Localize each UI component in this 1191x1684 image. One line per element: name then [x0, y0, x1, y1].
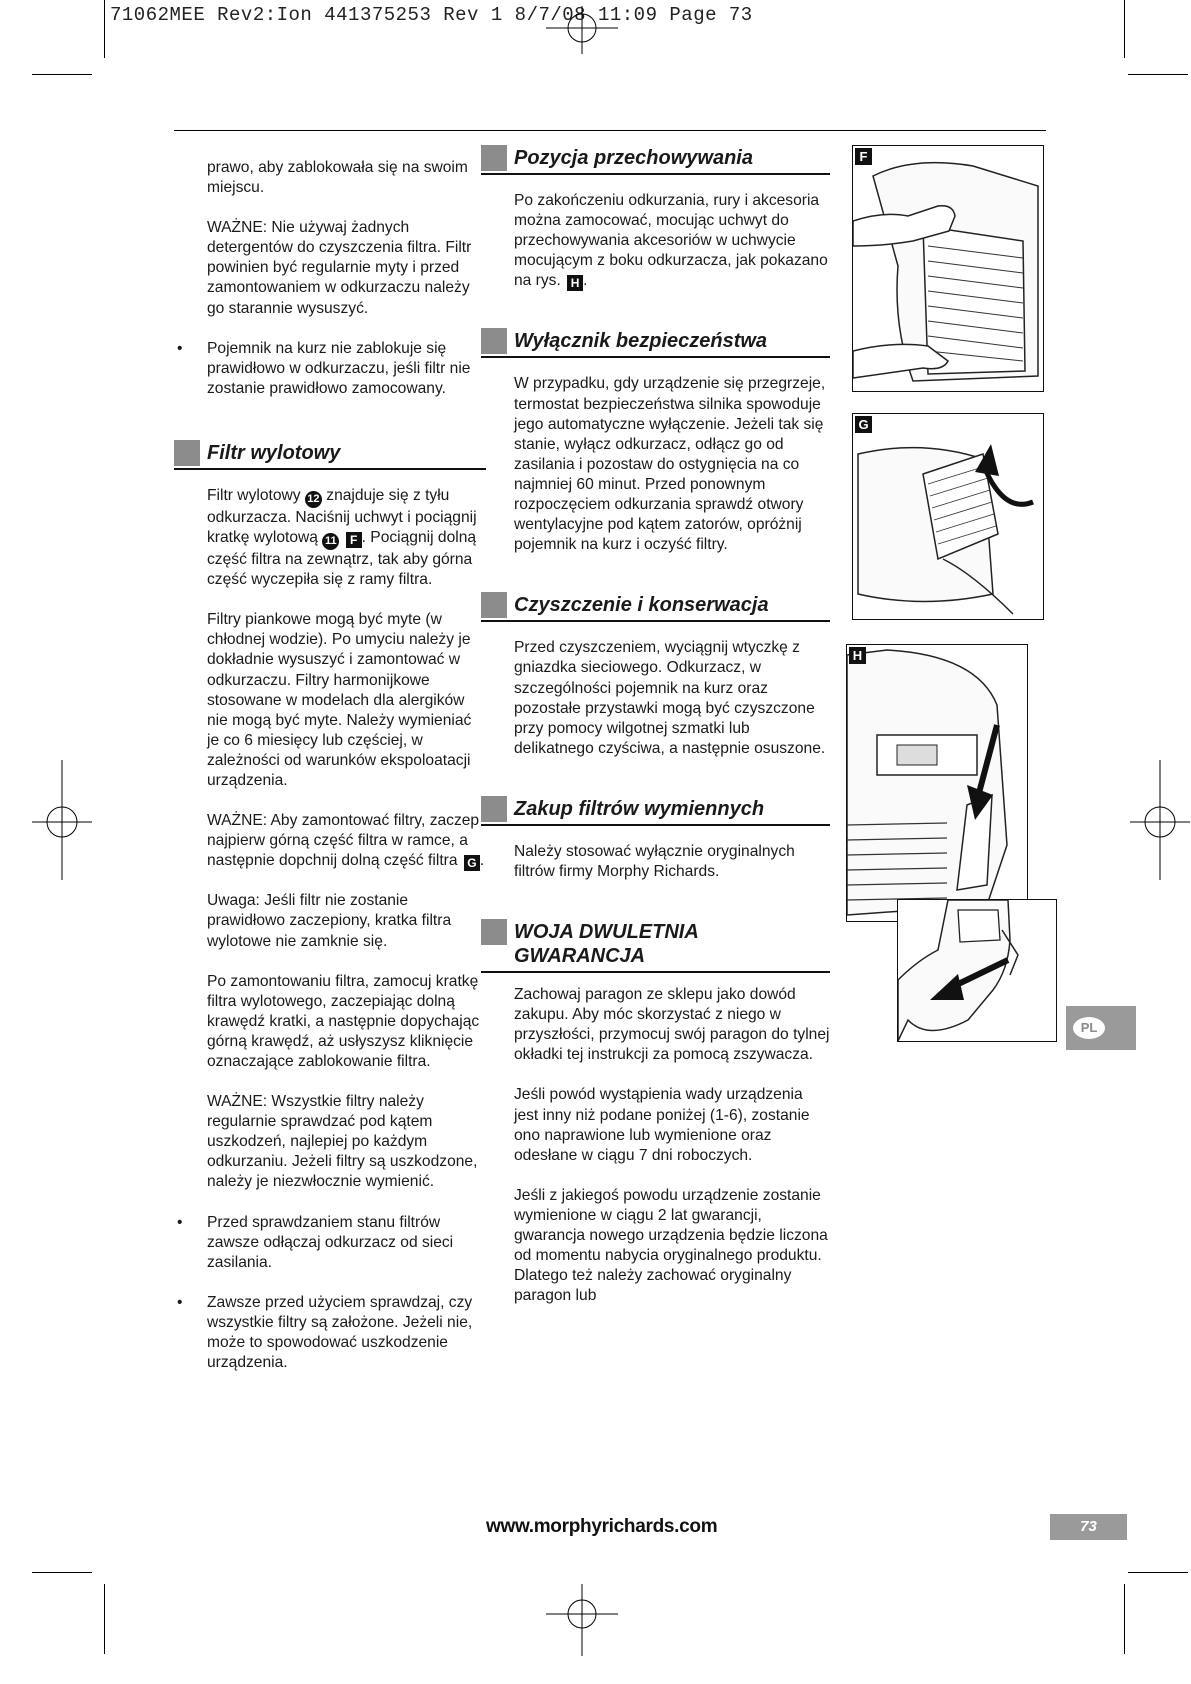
- heading-text: Filtr wylotowy: [207, 441, 341, 464]
- paragraph: [207, 486, 486, 590]
- figure-f-outlet-grille: [852, 145, 1044, 392]
- section-heading-safety-switch: [481, 325, 830, 358]
- heading-marker: [481, 592, 507, 618]
- figure-g-filter-insert: [852, 413, 1044, 620]
- vacuum-rear-illustration: [853, 146, 1043, 391]
- section-heading-filter-purchase: [481, 793, 830, 826]
- paragraph: [207, 811, 486, 871]
- column-left: [174, 158, 486, 1393]
- heading-text: GWARANCJA: [514, 945, 646, 968]
- storage-holder-illustration: [847, 645, 1027, 921]
- section-heading-outlet-filter: [174, 437, 486, 470]
- heading-marker: [481, 919, 507, 945]
- figure-h-accessory-storage: [846, 644, 1028, 922]
- page-number: 73: [1050, 1514, 1127, 1540]
- footer-url: www.morphyrichards.com: [486, 1516, 718, 1537]
- paragraph: WAŻNE: Wszystkie filtry należy regularnie sprawdzać pod kątem uszkodzeń, najlepiej po każdym odkurzaniu. Jeżeli filtry są uszkodzone, należy je niezwłocznie wymienić.: [207, 1093, 478, 1191]
- figure-label: G: [855, 416, 872, 433]
- part-number-badge: 11: [322, 533, 339, 550]
- heading-marker: [481, 145, 507, 171]
- text-run: . Pociągnij dolną część filtra na zewnątrz, tak aby górna część wyczepiła się z ramy filtra.: [207, 529, 477, 589]
- section-heading-warranty: [481, 916, 830, 973]
- registration-mark: [546, 6, 618, 54]
- top-rule: [174, 130, 1046, 131]
- heading-text: Czyszczenie i konserwacja: [514, 594, 769, 617]
- crop-mark: [104, 1584, 105, 1654]
- paragraph: Jeśli z jakiegoś powodu urządzenie zostanie wymienione w ciągu 2 lat gwarancji, gwarancja nowego urządzenia będzie liczona od momentu nabycia oryginalnego produktu. Dlatego też należy zachować oryginalny paragon lub: [514, 1186, 828, 1305]
- text-run: WAŻNE: Aby zamontować filtry, zaczep najpierw górną część filtra w ramce, a następnie dopchnij dolną część filtra: [207, 812, 480, 870]
- heading-marker: [481, 796, 507, 822]
- paragraph: Należy stosować wyłącznie oryginalnych filtrów firmy Morphy Richards.: [514, 842, 795, 880]
- heading-marker: [174, 440, 200, 466]
- figure-ref: F: [346, 532, 362, 548]
- text-run: Po zakończeniu odkurzania, rury i akcesoria można zamocować, mocując uchwyt do przechowywania akcesoriów w uchwycie mocującym z boku odkurzacza, jak pokazano na rys.: [514, 192, 828, 290]
- paragraph: prawo, aby zablokowała się na swoim miejscu.: [207, 159, 468, 197]
- paragraph: [514, 191, 830, 291]
- crop-mark: [1128, 1572, 1188, 1573]
- text-run: Filtr wylotowy: [207, 486, 301, 504]
- figure-ref: G: [464, 855, 480, 871]
- crop-mark: [104, 0, 105, 58]
- bullet-item: • Przed sprawdzaniem stanu filtrów zawsze odłączaj odkurzacz od sieci zasilania.: [207, 1213, 486, 1273]
- paragraph: W przypadku, gdy urządzenie się przegrzeje, termostat bezpieczeństwa silnika spowoduje jego automatyczne wyłączenie. Jeżeli tak się stanie, wyłącz odkurzacz, odłącz go od zasilania i pozostaw do ostygnięcia na co najmniej 60 minut. Przed ponownym rozpoczęciem odkurzania sprawdź otwory wentylacyjne pod kątem zatorów, opróżnij pojemnik na kurz i oczyść filtry.: [514, 375, 826, 554]
- crop-mark: [1124, 1584, 1125, 1654]
- paragraph: Po zamontowaniu filtra, zamocuj kratkę filtra wylotowego, zaczepiając dolną krawędź kratki, a następnie dopychając górną krawędź, aż usłyszysz kliknięcie oznaczające zablokowanie filtra.: [207, 972, 480, 1070]
- text-run: .: [479, 852, 485, 870]
- crop-mark: [32, 74, 92, 75]
- text-run: .: [583, 272, 588, 290]
- crop-mark: [1128, 74, 1188, 75]
- filter-insert-illustration: [853, 414, 1043, 619]
- heading-text: WOJA DWULETNIA: [514, 921, 699, 944]
- bullet-item: • Pojemnik na kurz nie zablokuje się prawidłowo w odkurzaczu, jeśli filtr nie zostanie prawidłowo zamocowany.: [207, 339, 486, 399]
- hand-clip-illustration: [898, 900, 1056, 1041]
- paragraph: WAŻNE: Nie używaj żadnych detergentów do czyszczenia filtra. Filtr powinien być regularnie myty i przed zamontowaniem w odkurzaczu należy go starannie wysuszyć.: [207, 219, 472, 317]
- crop-mark: [1124, 0, 1125, 58]
- column-middle: [514, 142, 830, 1326]
- figure-label: H: [849, 647, 866, 664]
- figure-label: F: [855, 148, 872, 165]
- section-heading-cleaning: [481, 589, 830, 622]
- figure-ref: H: [567, 275, 583, 291]
- language-code: PL: [1073, 1017, 1105, 1039]
- paragraph: Zachowaj paragon ze sklepu jako dowód zakupu. Aby móc skorzystać z niego w przyszłości, przymocuj swój paragon do tylnej okładki tej instrukcji za pomocą zszywacza.: [514, 986, 830, 1064]
- text-run: znajduje się z tyłu odkurzacza. Naciśnij uchwyt i pociągnij kratkę wylotową: [207, 486, 477, 547]
- heading-marker: [481, 328, 507, 354]
- registration-mark: [32, 760, 92, 880]
- figure-h-inset: [897, 899, 1057, 1042]
- paragraph: Przed czyszczeniem, wyciągnij wtyczkę z gniazdka sieciowego. Odkurzacz, w szczególności pojemnik na kurz oraz pozostałe przystawki mogą być czyszczone przy pomocy wilgotnej szmatki lub delikatnego czyściwa, a następnie osuszone.: [514, 639, 826, 757]
- print-slug: 71062MEE Rev2:Ion 441375253 Rev 1 8/7/08 11:09 Page 73: [110, 4, 753, 26]
- paragraph: Filtry piankowe mogą być myte (w chłodnej wodzie). Po umyciu należy je dokładnie wysuszyć i zamontować w odkurzaczu. Filtry harmonijkowe stosowane w modelach dla alergików nie mogą być myte. Należy wymieniać je co 6 miesięcy lub częściej, w zależności od warunków ekspoloatacji urządzenia.: [207, 611, 472, 789]
- section-heading-storage: [481, 142, 830, 175]
- bullet-item: • Zawsze przed użyciem sprawdzaj, czy wszystkie filtry są założone. Jeżeli nie, może to spowodować uszkodzenie urządzenia.: [207, 1293, 486, 1373]
- language-tab: [1066, 1006, 1136, 1050]
- heading-text: Zakup filtrów wymiennych: [514, 797, 765, 820]
- registration-mark: [1130, 760, 1190, 880]
- heading-text: Wyłącznik bezpieczeństwa: [514, 330, 768, 353]
- paragraph: Uwaga: Jeśli filtr nie zostanie prawidłowo zaczepiony, kratka filtra wylotowe nie zamknie się.: [207, 892, 452, 950]
- paragraph: Jeśli powód wystąpienia wady urządzenia jest inny niż podane poniżej (1-6), zostanie ono naprawione lub wymienione oraz odesłane w ciągu 7 dni roboczych.: [514, 1086, 810, 1164]
- part-number-badge: 12: [305, 491, 322, 508]
- registration-mark: [546, 1584, 618, 1656]
- crop-mark: [32, 1572, 92, 1573]
- heading-text: Pozycja przechowywania: [514, 147, 753, 169]
